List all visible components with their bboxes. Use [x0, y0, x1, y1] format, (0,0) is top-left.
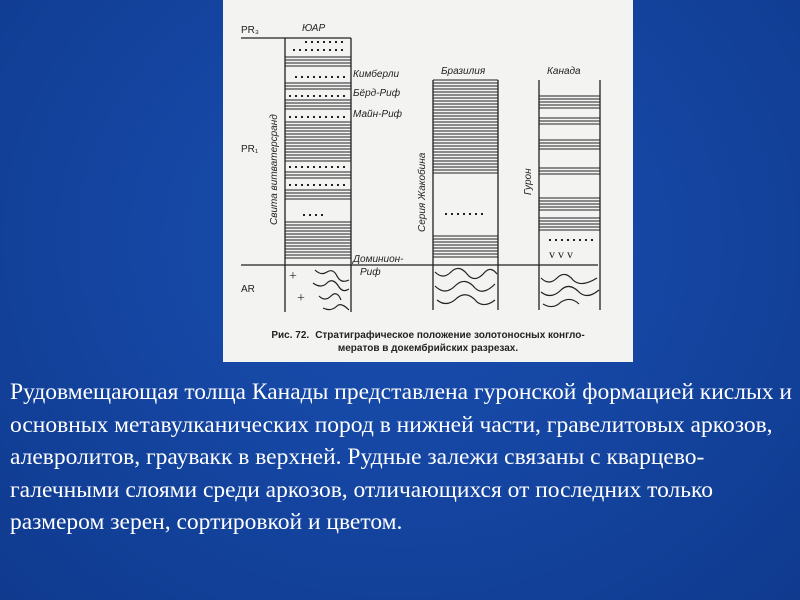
brazil-strata [433, 80, 498, 257]
south-africa-strata [285, 42, 351, 258]
basement-folds [435, 268, 497, 304]
volcanic-symbol: v v v [549, 247, 573, 261]
column-south-africa [285, 38, 351, 312]
series-label-jacobina: Серия Жакобина [417, 152, 428, 232]
column-canada [539, 80, 600, 310]
age-label-ar: AR [241, 284, 255, 295]
canada-strata [539, 96, 600, 240]
stratigraphy-figure [223, 0, 633, 362]
column-title-brazil: Бразилия [441, 66, 486, 77]
body-paragraph: Рудовмещающая толща Канады представлена гуронской формацией кислых и основных метавулканических пород в нижней части, гравелитовых аркозов, алевролитов, граувакк в верхней. Рудные залежи связаны с кварцево-галечными слоями среди аркозов, отличающихся от последних только размером зерен, сортировкой и цветом. [10, 379, 792, 535]
figure-caption [223, 329, 633, 355]
column-title-canada: Канада [547, 66, 581, 77]
column-brazil [433, 80, 498, 310]
reef-label-dominion-2: Риф [360, 267, 381, 278]
reef-label-dominion: Доминион- [353, 254, 404, 265]
series-label-witwatersrand: Свита витватерсранд [269, 114, 280, 225]
reef-label-main: Майн-Риф [353, 109, 402, 120]
basement-folds [541, 274, 599, 306]
reef-label-kimberley: Кимберли [353, 69, 400, 80]
age-label-pr3: PR₃ [241, 25, 259, 36]
column-title-south-africa: ЮАР [302, 23, 326, 34]
figure-number: Рис. 72. [271, 330, 310, 341]
granite-symbol: + [297, 291, 305, 306]
basement-folds [313, 270, 349, 310]
caption-line-2: мератов в докембрийских разрезах. [337, 343, 519, 354]
series-label-huronian: Гурон [523, 168, 534, 195]
reef-label-bird: Бёрд-Риф [353, 88, 401, 99]
stratigraphy-diagram [223, 0, 633, 330]
age-label-pr1: PR₁ [241, 144, 259, 155]
granite-symbol: + [289, 269, 297, 284]
caption-line-1: Стратиграфическое положение золотоносных конгло- [315, 330, 585, 341]
